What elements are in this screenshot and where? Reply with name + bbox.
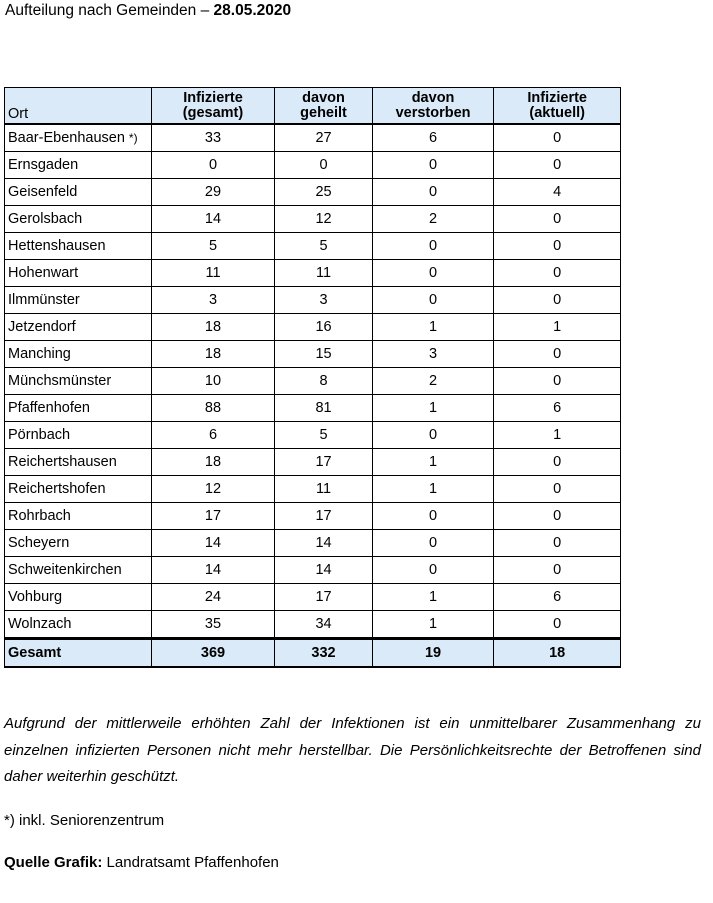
- cell-infizierte-aktuell: 0: [494, 260, 621, 287]
- total-infizierte-aktuell: 18: [494, 639, 621, 668]
- cell-geheilt: 3: [275, 287, 372, 314]
- cell-geheilt: 5: [275, 233, 372, 260]
- cell-geheilt: 27: [275, 124, 372, 152]
- cell-ort: Hettenshausen: [5, 233, 152, 260]
- cell-infizierte-gesamt: 6: [151, 422, 275, 449]
- table-row: [5, 476, 621, 503]
- cell-infizierte-gesamt: 11: [151, 260, 275, 287]
- table-row: [5, 503, 621, 530]
- cell-infizierte-gesamt: 33: [151, 124, 275, 152]
- cell-ort: Manching: [5, 341, 152, 368]
- cell-verstorben: 0: [372, 152, 494, 179]
- cell-infizierte-gesamt: 18: [151, 449, 275, 476]
- source-value: Landratsamt Pfaffenhofen: [102, 854, 279, 871]
- cell-ort: Gerolsbach: [5, 206, 152, 233]
- cell-infizierte-aktuell: 4: [494, 179, 621, 206]
- cell-ort: Rohrbach: [5, 503, 152, 530]
- table-row: [5, 152, 621, 179]
- cell-infizierte-aktuell: 0: [494, 611, 621, 639]
- cell-geheilt: 81: [275, 395, 372, 422]
- cell-infizierte-gesamt: 17: [151, 503, 275, 530]
- cell-verstorben: 2: [372, 206, 494, 233]
- cell-ort: Pfaffenhofen: [5, 395, 152, 422]
- cell-verstorben: 0: [372, 530, 494, 557]
- cell-verstorben: 1: [372, 395, 494, 422]
- table-row: [5, 368, 621, 395]
- cell-infizierte-gesamt: 5: [151, 233, 275, 260]
- cell-ort: Jetzendorf: [5, 314, 152, 341]
- cell-verstorben: 0: [372, 503, 494, 530]
- cell-geheilt: 17: [275, 449, 372, 476]
- footnote: *) inkl. Seniorenzentrum: [4, 812, 165, 829]
- total-verstorben: 19: [372, 639, 494, 668]
- cell-geheilt: 11: [275, 476, 372, 503]
- table-row: [5, 124, 621, 152]
- table-row: [5, 179, 621, 206]
- table-row: [5, 449, 621, 476]
- cell-infizierte-gesamt: 18: [151, 341, 275, 368]
- cell-infizierte-aktuell: 1: [494, 422, 621, 449]
- column-header-line: geheilt: [300, 104, 347, 121]
- column-header-line: (aktuell): [529, 104, 585, 121]
- cell-ort-text: Baar-Ebenhausen: [8, 130, 125, 146]
- column-header-ort: Ort: [5, 88, 152, 125]
- heading-text: Aufteilung nach Gemeinden –: [5, 2, 214, 19]
- source-label: Quelle Grafik:: [4, 854, 103, 871]
- total-infizierte-gesamt: 369: [151, 639, 275, 668]
- cell-verstorben: 1: [372, 476, 494, 503]
- cell-ort: Ernsgaden: [5, 152, 152, 179]
- cell-infizierte-gesamt: 35: [151, 611, 275, 639]
- cell-geheilt: 5: [275, 422, 372, 449]
- cell-ort: Münchsmünster: [5, 368, 152, 395]
- cell-geheilt: 25: [275, 179, 372, 206]
- cell-geheilt: 12: [275, 206, 372, 233]
- cell-infizierte-aktuell: 0: [494, 152, 621, 179]
- table-footer: [5, 639, 621, 668]
- cell-verstorben: 1: [372, 584, 494, 611]
- table-row: [5, 341, 621, 368]
- cell-ort: Reichertshausen: [5, 449, 152, 476]
- cell-infizierte-aktuell: 0: [494, 476, 621, 503]
- cell-verstorben: 0: [372, 260, 494, 287]
- total-row: [5, 639, 621, 668]
- cell-ort: [5, 124, 152, 152]
- cell-geheilt: 11: [275, 260, 372, 287]
- cell-verstorben: 1: [372, 449, 494, 476]
- cell-infizierte-aktuell: 0: [494, 287, 621, 314]
- cell-infizierte-aktuell: 0: [494, 368, 621, 395]
- footnote-marker: *): [128, 131, 138, 145]
- table-body: [5, 124, 621, 639]
- table-header: [5, 88, 621, 125]
- cell-infizierte-gesamt: 88: [151, 395, 275, 422]
- table-row: [5, 260, 621, 287]
- privacy-note: Aufgrund der mittlerweile erhöhten Zahl der Infektionen ist ein unmittelbarer Zusammenhang zu einzelnen infizierten Personen nicht mehr herstellbar. Die Persönlichkeitsrechte der Betroffenen sind daher weiterhin geschützt.: [4, 715, 701, 785]
- cell-geheilt: 16: [275, 314, 372, 341]
- cell-infizierte-aktuell: 6: [494, 395, 621, 422]
- cell-verstorben: 3: [372, 341, 494, 368]
- cell-infizierte-gesamt: 29: [151, 179, 275, 206]
- cell-geheilt: 14: [275, 557, 372, 584]
- cell-ort: Geisenfeld: [5, 179, 152, 206]
- column-header-line: davon: [302, 89, 345, 106]
- cell-ort: Schweitenkirchen: [5, 557, 152, 584]
- table-header-row: [5, 88, 621, 125]
- table-row: [5, 314, 621, 341]
- cell-infizierte-gesamt: 3: [151, 287, 275, 314]
- cell-verstorben: 0: [372, 233, 494, 260]
- cell-infizierte-aktuell: 0: [494, 233, 621, 260]
- cell-verstorben: 0: [372, 422, 494, 449]
- cell-verstorben: 0: [372, 287, 494, 314]
- cell-verstorben: 0: [372, 557, 494, 584]
- column-header-infizierte-aktuell: [494, 88, 621, 125]
- table-row: [5, 611, 621, 639]
- cell-infizierte-aktuell: 0: [494, 530, 621, 557]
- column-header-line: davon: [411, 89, 455, 106]
- cell-infizierte-gesamt: 24: [151, 584, 275, 611]
- table-row: [5, 422, 621, 449]
- cell-infizierte-gesamt: 10: [151, 368, 275, 395]
- cell-verstorben: 1: [372, 611, 494, 639]
- cell-infizierte-gesamt: 12: [151, 476, 275, 503]
- cell-infizierte-aktuell: 0: [494, 503, 621, 530]
- page-heading: [5, 2, 291, 20]
- cell-verstorben: 6: [372, 124, 494, 152]
- cell-geheilt: 0: [275, 152, 372, 179]
- column-header-verstorben: [372, 88, 494, 125]
- cell-geheilt: 17: [275, 584, 372, 611]
- total-label: Gesamt: [5, 639, 152, 668]
- cell-infizierte-aktuell: 6: [494, 584, 621, 611]
- cell-geheilt: 14: [275, 530, 372, 557]
- cell-geheilt: 8: [275, 368, 372, 395]
- table-row: [5, 530, 621, 557]
- cell-geheilt: 34: [275, 611, 372, 639]
- table-row: [5, 395, 621, 422]
- cell-verstorben: 0: [372, 179, 494, 206]
- cell-ort: Ilmmünster: [5, 287, 152, 314]
- cell-infizierte-gesamt: 14: [151, 206, 275, 233]
- cell-ort: Reichertshofen: [5, 476, 152, 503]
- cell-geheilt: 15: [275, 341, 372, 368]
- heading-date: 28.05.2020: [213, 2, 292, 19]
- table-row: [5, 584, 621, 611]
- cell-ort: Hohenwart: [5, 260, 152, 287]
- column-header-line: verstorben: [395, 104, 471, 121]
- cell-infizierte-gesamt: 14: [151, 557, 275, 584]
- cell-ort: Pörnbach: [5, 422, 152, 449]
- cell-infizierte-aktuell: 1: [494, 314, 621, 341]
- municipality-table: [4, 87, 621, 668]
- table-row: [5, 206, 621, 233]
- source-line: [4, 853, 279, 873]
- cell-ort: Scheyern: [5, 530, 152, 557]
- cell-geheilt: 17: [275, 503, 372, 530]
- cell-ort: Vohburg: [5, 584, 152, 611]
- column-header-geheilt: [275, 88, 372, 125]
- column-header-infizierte-gesamt: [151, 88, 275, 125]
- table-row: [5, 233, 621, 260]
- cell-infizierte-aktuell: 0: [494, 206, 621, 233]
- cell-infizierte-aktuell: 0: [494, 449, 621, 476]
- cell-infizierte-aktuell: 0: [494, 124, 621, 152]
- total-geheilt: 332: [275, 639, 372, 668]
- table-row: [5, 557, 621, 584]
- cell-infizierte-gesamt: 14: [151, 530, 275, 557]
- cell-ort: Wolnzach: [5, 611, 152, 639]
- cell-infizierte-gesamt: 0: [151, 152, 275, 179]
- cell-verstorben: 1: [372, 314, 494, 341]
- cell-infizierte-gesamt: 18: [151, 314, 275, 341]
- column-header-line: (gesamt): [182, 104, 244, 121]
- cell-infizierte-aktuell: 0: [494, 557, 621, 584]
- cell-verstorben: 2: [372, 368, 494, 395]
- column-header-line: Infizierte: [183, 89, 243, 106]
- cell-infizierte-aktuell: 0: [494, 341, 621, 368]
- table-row: [5, 287, 621, 314]
- column-header-line: Infizierte: [527, 89, 587, 106]
